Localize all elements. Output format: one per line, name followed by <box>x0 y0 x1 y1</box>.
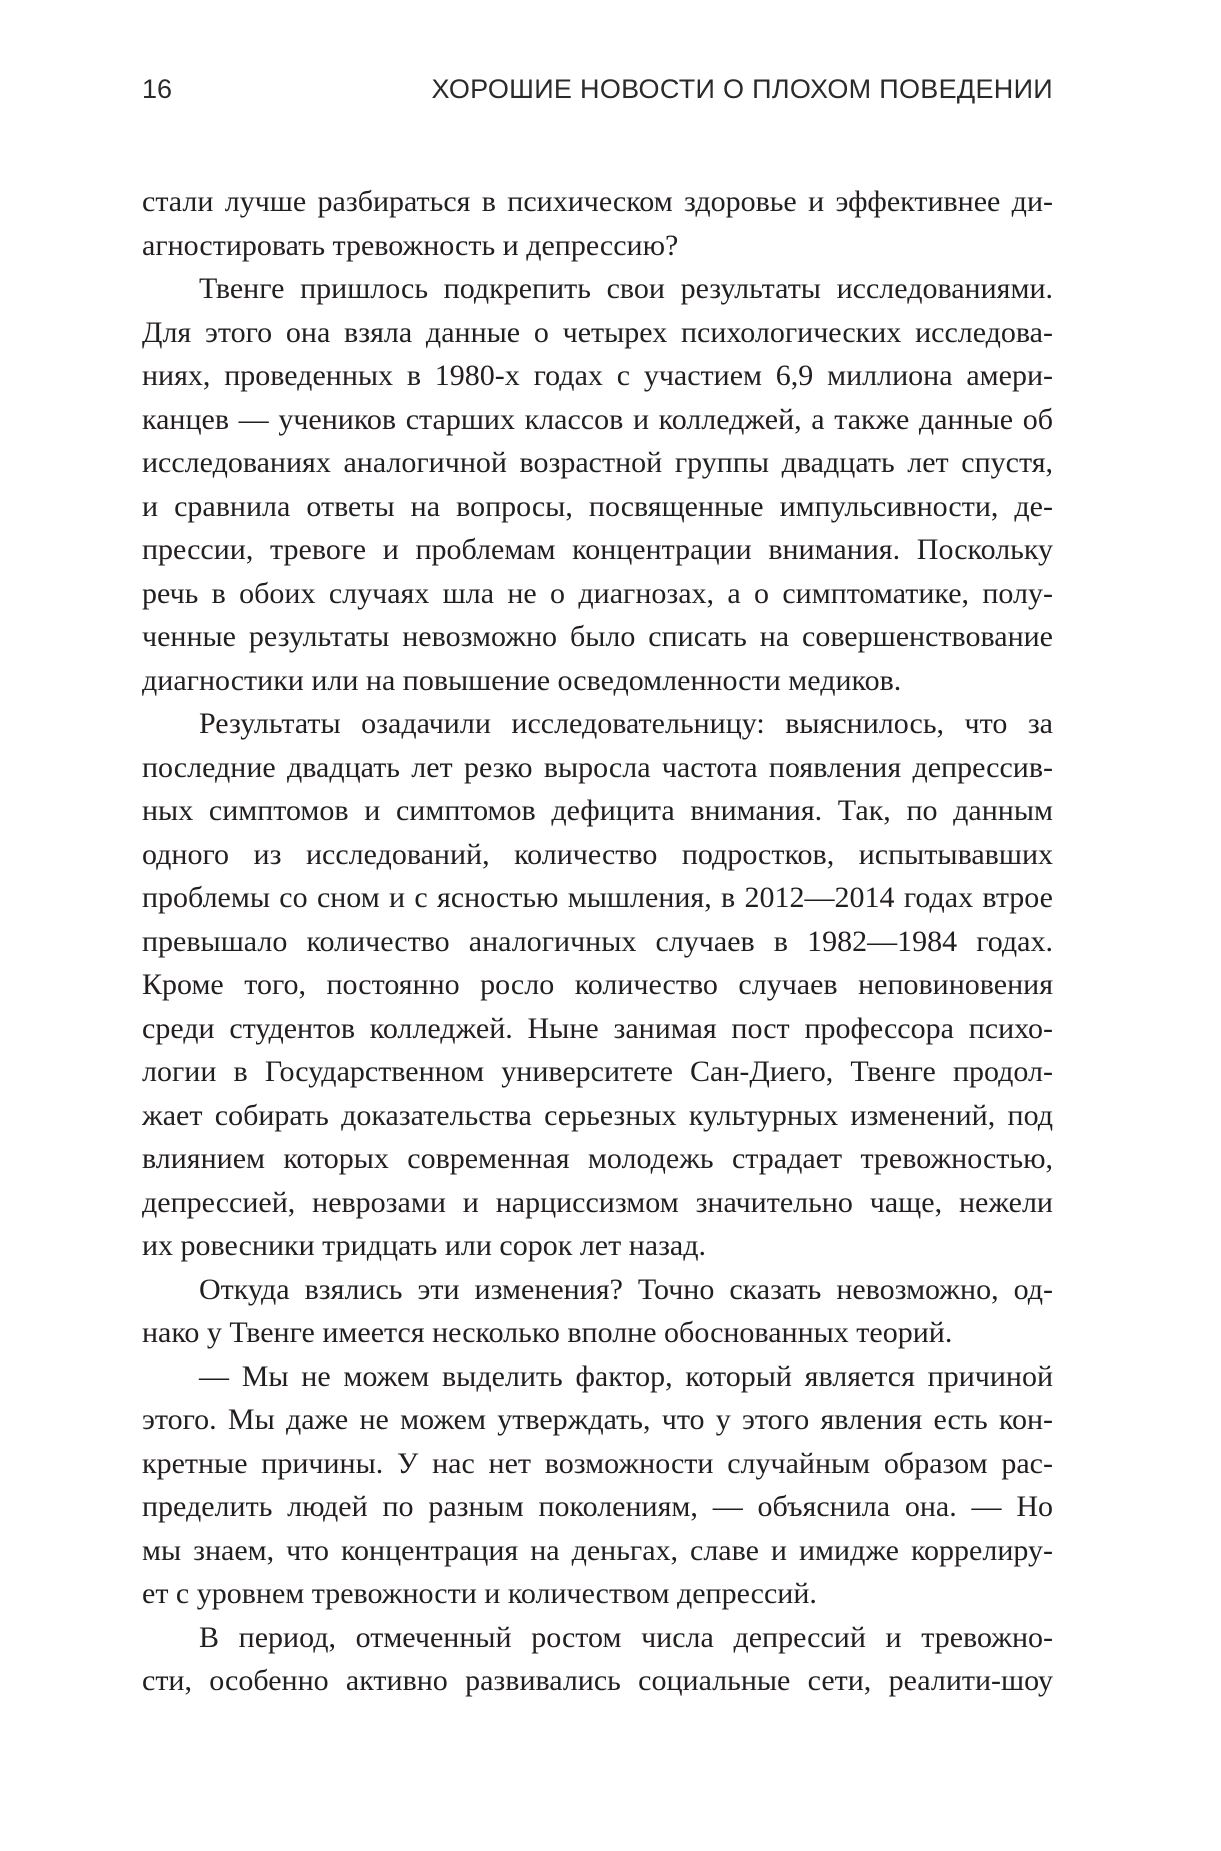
text-line: мы знаем, что концентрация на деньгах, славе и имидже коррелиру- <box>142 1533 1053 1567</box>
text-line: Результаты озадачили исследовательницу: выяснилось, что за <box>199 707 1053 740</box>
text-line: сти, особенно активно развивались социальные сети, реалити-шоу <box>142 1664 1053 1697</box>
text-line: ет с уровнем тревожности и количеством депрессий. <box>142 1577 817 1610</box>
text-line: их ровесники тридцать или сорок лет назад. <box>142 1229 707 1262</box>
text-line: канцев — учеников старших классов и колледжей, а также данные об <box>142 402 1053 436</box>
text-line: ченные результаты невозможно было списать на совершенствование <box>142 620 1053 653</box>
text-line: стали лучше разбираться в психическом здоровье и эффективнее ди- <box>142 185 1053 218</box>
text-line: Кроме того, постоянно росло количество случаев неповиновения <box>142 968 1053 1001</box>
text-line: влиянием которых современная молодежь страдает тревожностью, <box>142 1142 1053 1175</box>
text-line: жает собирать доказательства серьезных культурных изменений, под <box>142 1098 1053 1132</box>
text-line: речь в обоих случаях шла не о диагнозах, а о симптоматике, полу- <box>142 576 1053 610</box>
text-line: логии в Государственном университете Сан-Диего, Твенге продол- <box>142 1055 1053 1088</box>
text-line: агностировать тревожность и депрессию? <box>142 228 679 262</box>
text-line: Твенге пришлось подкрепить свои результаты исследованиями. <box>199 272 1053 305</box>
text-line: кретные причины. У нас нет возможности случайным образом рас- <box>142 1446 1053 1480</box>
text-line: среди студентов колледжей. Ныне занимая пост профессора психо- <box>142 1011 1053 1045</box>
text-line: Откуда взялись эти изменения? Точно сказать невозможно, од- <box>199 1272 1053 1306</box>
text-line: ниях, проведенных в 1980-х годах с участием 6,9 миллиона амери- <box>142 359 1053 392</box>
text-line: последние двадцать лет резко выросла частота появления депрессив- <box>142 750 1053 784</box>
text-line: диагностики или на повышение осведомленности медиков. <box>142 663 902 697</box>
text-line: нако у Твенге имеется несколько вполне обоснованных теорий. <box>142 1316 953 1349</box>
text-line: этого. Мы даже не можем утверждать, что у этого явления есть кон- <box>142 1403 1053 1436</box>
text-line: одного из исследований, количество подростков, испытывавших <box>142 837 1053 871</box>
text-line: депрессией, неврозами и нарциссизмом значительно чаще, нежели <box>142 1185 1053 1219</box>
page-number: 16 <box>142 74 173 104</box>
text-line: прессии, тревоге и проблемам концентрации внимания. Поскольку <box>142 533 1053 566</box>
text-line: Для этого она взяла данные о четырех психологических исследова- <box>142 315 1053 349</box>
text-line: и сравнила ответы на вопросы, посвященные импульсивности, де- <box>142 489 1053 523</box>
text-line: проблемы со сном и с ясностью мышления, в 2012—2014 годах втрое <box>142 881 1053 914</box>
text-line: превышало количество аналогичных случаев в 1982—1984 годах. <box>142 924 1053 958</box>
running-title: ХОРОШИЕ НОВОСТИ О ПЛОХОМ ПОВЕДЕНИИ <box>431 74 1053 104</box>
body-text <box>142 180 1053 1703</box>
text-line: В период, отмеченный ростом числа депрессий и тревожно- <box>199 1620 1053 1654</box>
text-line: ных симптомов и симптомов дефицита внимания. Так, по данным <box>142 794 1053 827</box>
text-line: пределить людей по разным поколениям, — объяснила она. — Но <box>142 1490 1053 1523</box>
text-line: исследованиях аналогичной возрастной группы двадцать лет спустя, <box>142 446 1053 479</box>
running-head <box>142 74 1053 114</box>
text-line: — Мы не можем выделить фактор, который является причиной <box>199 1359 1053 1393</box>
